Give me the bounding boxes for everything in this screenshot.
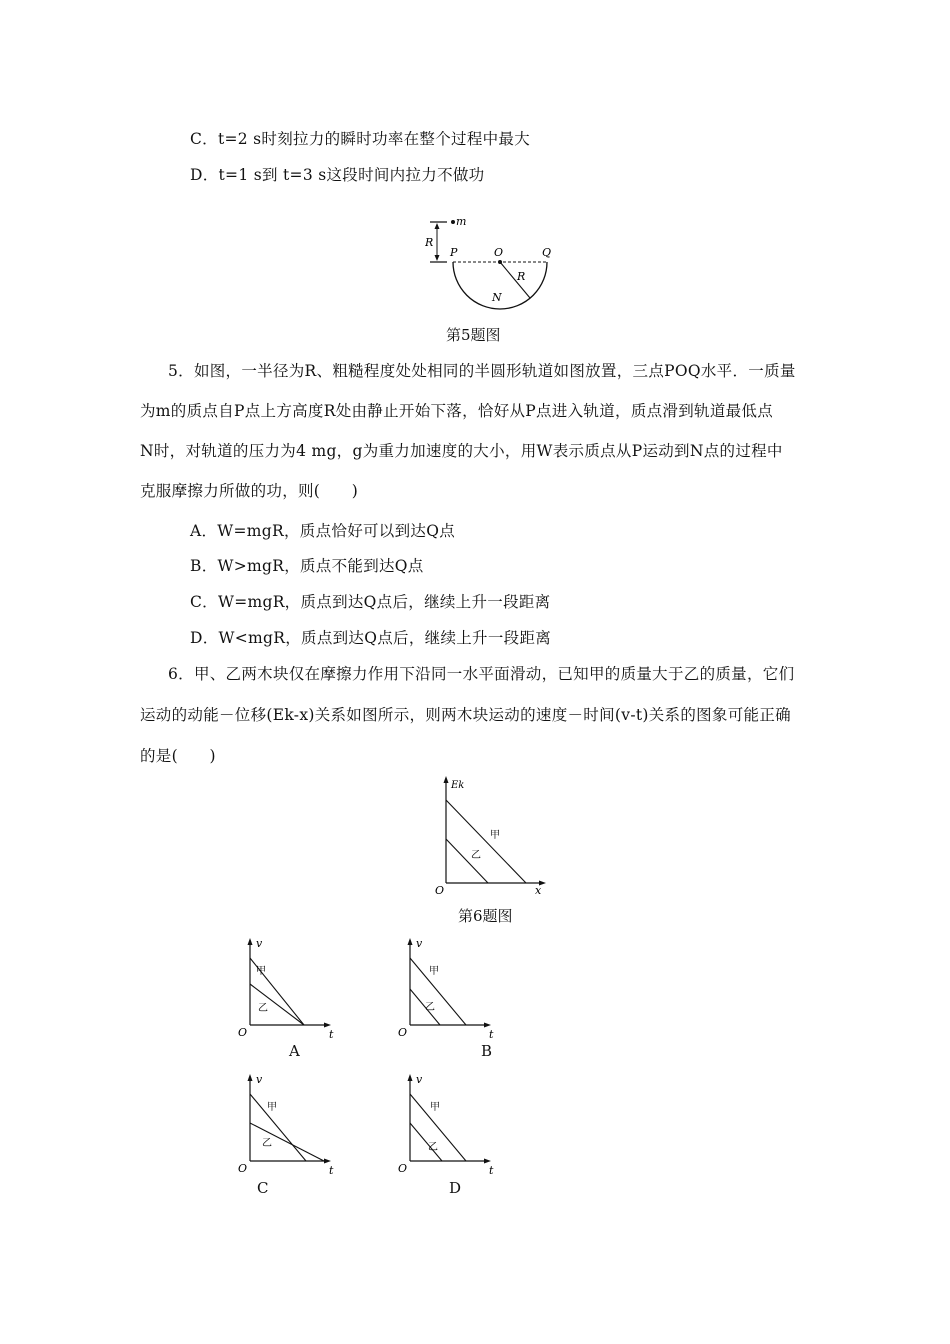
vt-c-label-jia: 甲 (267, 1102, 277, 1113)
vt-c-label-yi: 乙 (262, 1138, 272, 1149)
q5-option-c: C．W=mgR，质点到达Q点后，继续上升一段距离 (190, 593, 551, 611)
q5-stem-line-4: 克服摩擦力所做的功，则( ) (140, 482, 359, 500)
vt-a-ylabel: v (256, 937, 263, 950)
vt-b-label-yi: 乙 (425, 1002, 435, 1013)
vt-graph-c-label: C (257, 1179, 269, 1197)
figure-6-ek-x-graph (430, 772, 555, 897)
fig5-label-o: O (494, 246, 504, 259)
vt-c-xlabel: t (329, 1164, 334, 1177)
q5-option-d: D．W<mgR，质点到达Q点后，继续上升一段距离 (190, 629, 552, 647)
q4-option-d: D．t=1 s到 t=3 s这段时间内拉力不做功 (190, 166, 485, 184)
vt-b-label-jia: 甲 (429, 966, 439, 977)
vt-b-origin: O (398, 1026, 408, 1039)
vt-c-origin: O (238, 1162, 248, 1175)
fig5-label-r-left: R (425, 236, 434, 249)
fig5-label-p: P (450, 246, 458, 259)
vt-d-ylabel: v (416, 1073, 423, 1086)
fig6-label-yi: 乙 (471, 850, 481, 861)
vt-d-label-jia: 甲 (430, 1102, 440, 1113)
vt-d-xlabel: t (489, 1164, 494, 1177)
vt-b-xlabel: t (489, 1028, 494, 1041)
ek-line-yi (446, 839, 488, 883)
vt-graph-b (392, 932, 502, 1042)
vt-graph-d (392, 1068, 502, 1178)
figure-5-semicircle-track (425, 210, 565, 310)
fig5-label-n: N (492, 291, 502, 304)
fig5-label-r-radius: R (517, 270, 526, 283)
q5-option-a: A．W=mgR，质点恰好可以到达Q点 (190, 522, 456, 540)
vt-a-xlabel: t (329, 1028, 334, 1041)
vt-d-label-yi: 乙 (428, 1142, 438, 1153)
q6-stem-line-1: 6．甲、乙两木块仅在摩擦力作用下沿同一水平面滑动，已知甲的质量大于乙的质量，它们 (168, 665, 795, 683)
ek-line-jia (446, 800, 526, 883)
fig5-label-q: Q (542, 246, 552, 259)
q5-stem-line-2: 为m的质点自P点上方高度R处由静止开始下落，恰好从P点进入轨道，质点滑到轨道最低点 (140, 402, 774, 420)
vt-graph-a-label: A (289, 1042, 300, 1060)
figure-5-caption: 第5题图 (446, 326, 501, 344)
vt-graph-a (232, 932, 342, 1042)
q4-option-c: C．t=2 s时刻拉力的瞬时功率在整个过程中最大 (190, 130, 531, 148)
vt-graph-b-label: B (481, 1042, 493, 1060)
vt-b-ylabel: v (416, 937, 423, 950)
vt-d-origin: O (398, 1162, 408, 1175)
vt-a-origin: O (238, 1026, 248, 1039)
vt-graph-d-label: D (449, 1179, 462, 1197)
q5-stem-line-1: 5．如图，一半径为R、粗糙程度处处相同的半圆形轨道如图放置，三点POQ水平．一质量 (168, 362, 796, 380)
vt-a-label-jia: 甲 (256, 966, 266, 977)
fig6-xlabel: x (535, 884, 542, 897)
fig5-label-m: m (456, 215, 467, 228)
vt-c-ylabel: v (256, 1073, 263, 1086)
fig6-ylabel: Ek (451, 780, 465, 791)
vt-graph-c (232, 1068, 342, 1178)
q5-stem-line-3: N时，对轨道的压力为4 mg，g为重力加速度的大小，用W表示质点从P运动到N点的过程中 (140, 442, 783, 460)
figure-6-caption: 第6题图 (458, 907, 513, 925)
q5-option-b: B．W>mgR，质点不能到达Q点 (190, 557, 424, 575)
q6-stem-line-3: 的是( ) (140, 747, 216, 765)
fig6-origin: O (435, 884, 445, 897)
q6-stem-line-2: 运动的动能－位移(Ek-x)关系如图所示，则两木块运动的速度－时间(v-t)关系的图象可能正确 (140, 706, 791, 724)
fig6-label-jia: 甲 (490, 830, 500, 841)
vt-a-label-yi: 乙 (258, 1003, 268, 1014)
